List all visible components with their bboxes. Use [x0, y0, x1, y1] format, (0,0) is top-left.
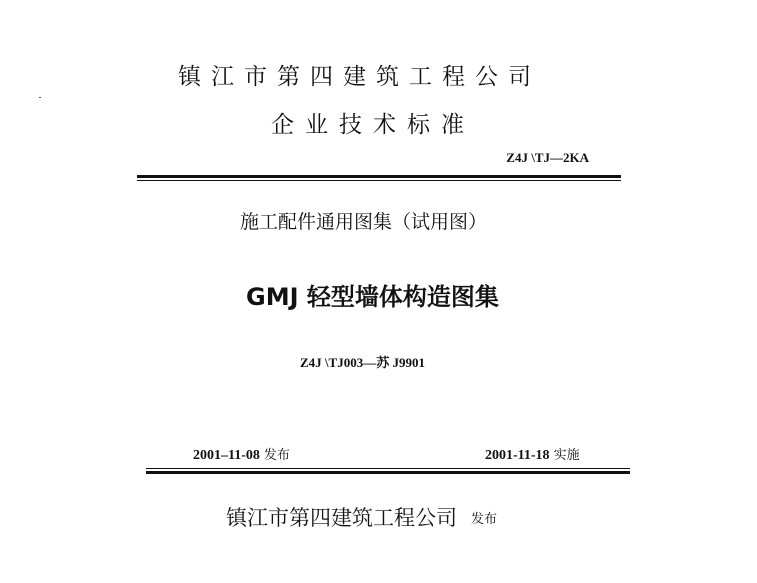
series-title: 施工配件通用图集（试用图）: [240, 211, 488, 233]
footer-rule-bottom: [146, 471, 630, 474]
issue-label: 发布: [263, 448, 290, 463]
effective-date: 2001-11-18: [485, 448, 550, 463]
company-header: 镇江市第四建筑工程公司: [178, 64, 541, 90]
issue-date-line: [193, 444, 290, 464]
effective-label: 实施: [553, 448, 580, 463]
issue-date: 2001–11-08: [193, 448, 260, 463]
publisher-name: 镇江市第四建筑工程公司: [226, 506, 457, 530]
atlas-code: Z4J \TJ003—苏 J9901: [300, 355, 425, 370]
scan-speck: [39, 97, 41, 98]
header-rule-bottom: [137, 180, 621, 181]
publisher-action: 发布: [471, 512, 498, 527]
header-rule-top: [137, 175, 621, 178]
effective-date-line: [485, 444, 580, 464]
publisher-line: [226, 502, 497, 532]
main-title: GMJ 轻型墙体构造图集: [246, 283, 499, 311]
standard-code: Z4J \TJ—2KA: [506, 150, 589, 165]
footer-rule-top: [146, 468, 630, 469]
standard-title: 企业技术标准: [271, 112, 475, 138]
